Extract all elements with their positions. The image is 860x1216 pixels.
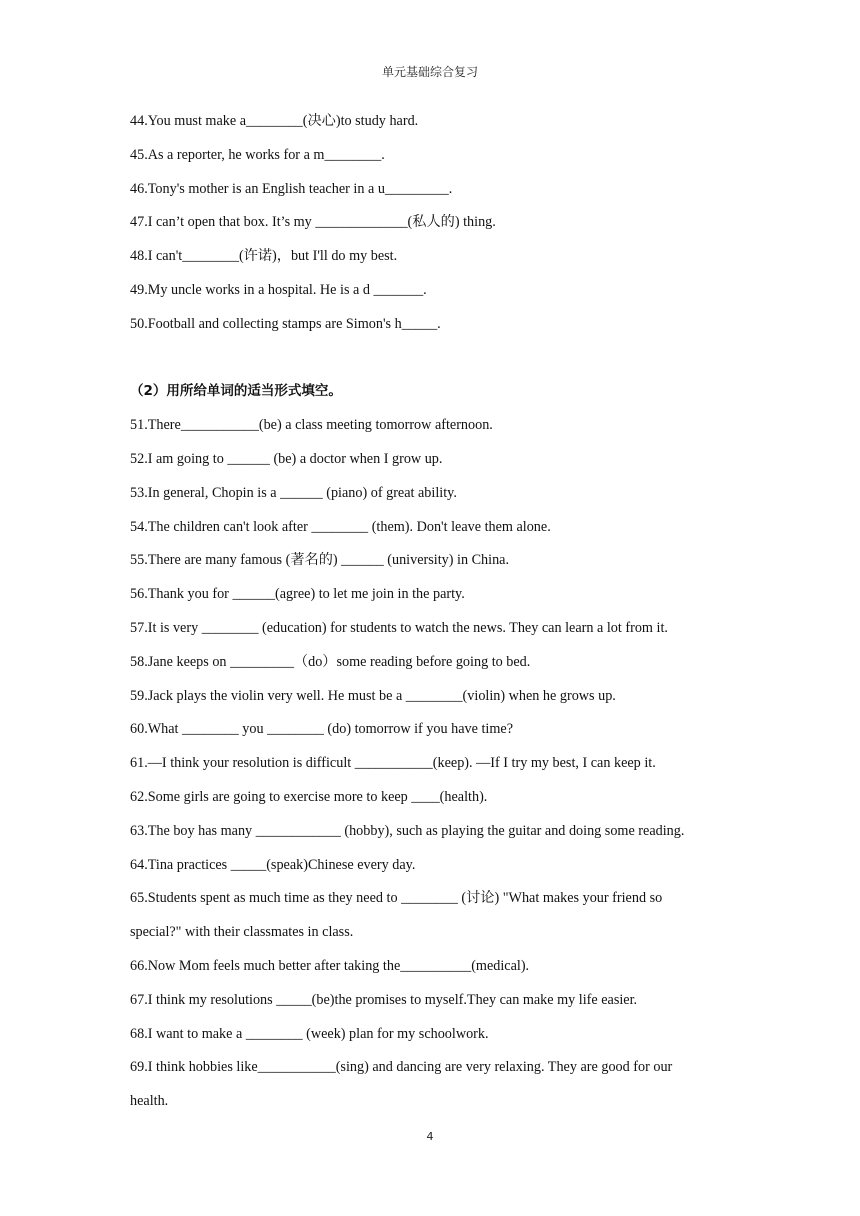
exercise-line: 49.My uncle works in a hospital. He is a d _______. [130, 281, 427, 298]
exercise-line: 61.—I think your resolution is difficult ___________(keep). —If I try my best, I can keep it. [130, 755, 656, 772]
exercise-line: 58.Jane keeps on _________（do）some reading before going to bed. [130, 653, 531, 670]
exercise-line: special?" with their classmates in class. [130, 924, 354, 941]
page-header: 单元基础综合复习 [381, 65, 478, 79]
exercise-line: 65.Students spent as much time as they need to ________ (讨论) "What makes your friend so [130, 890, 663, 907]
exercise-line: 52.I am going to ______ (be) a doctor when I grow up. [130, 450, 443, 467]
exercise-line: 64.Tina practices _____(speak)Chinese every day. [130, 856, 416, 873]
exercise-line: 55.There are many famous (著名的) ______ (university) in China. [130, 552, 510, 569]
exercise-line: 63.The boy has many ____________ (hobby), such as playing the guitar and doing some reading. [130, 822, 685, 839]
exercise-line: 50.Football and collecting stamps are Simon's h_____. [130, 315, 441, 332]
exercise-line: 67.I think my resolutions _____(be)the promises to myself.They can make my life easier. [130, 991, 638, 1008]
exercise-line: 46.Tony's mother is an English teacher in a u_________. [130, 180, 453, 197]
section-title: （2）用所给单词的适当形式填空。 [130, 383, 342, 400]
exercise-line: 44.You must make a________(决心)to study hard. [130, 113, 419, 129]
section-spacer [130, 348, 740, 382]
exercise-line: 54.The children can't look after ________ (them). Don't leave them alone. [130, 518, 551, 535]
exercise-line: 47.I can’t open that box. It’s my _____________(私人的) thing. [130, 214, 496, 231]
exercise-line: 48.I can't________(许诺)，but I'll do my best. [130, 248, 398, 265]
vocabulary-section [130, 111, 740, 334]
exercise-line: health. [130, 1093, 169, 1110]
exercise-line: 56.Thank you for ______(agree) to let me join in the party. [130, 586, 465, 603]
word-form-section [130, 415, 740, 1111]
exercise-line: 57.It is very ________ (education) for students to watch the news. They can learn a lot from it. [130, 619, 668, 636]
exercise-line: 66.Now Mom feels much better after taking the__________(medical). [130, 957, 530, 974]
page-number: 4 [426, 1130, 434, 1143]
exercise-line: 45.As a reporter, he works for a m________. [130, 146, 385, 163]
exercise-line: 68.I want to make a ________ (week) plan for my schoolwork. [130, 1025, 489, 1042]
exercise-line: 69.I think hobbies like___________(sing) and dancing are very relaxing. They are good for our [130, 1059, 673, 1076]
exercise-content [130, 111, 740, 1125]
exercise-line: 62.Some girls are going to exercise more to keep ____(health). [130, 788, 488, 805]
exercise-line: 53.In general, Chopin is a ______ (piano) of great ability. [130, 484, 457, 501]
exercise-line: 60.What ________ you ________ (do) tomorrow if you have time? [130, 721, 513, 738]
exercise-line: 59.Jack plays the violin very well. He must be a ________(violin) when he grows up. [130, 687, 616, 704]
exercise-line: 51.There___________(be) a class meeting tomorrow afternoon. [130, 417, 493, 434]
